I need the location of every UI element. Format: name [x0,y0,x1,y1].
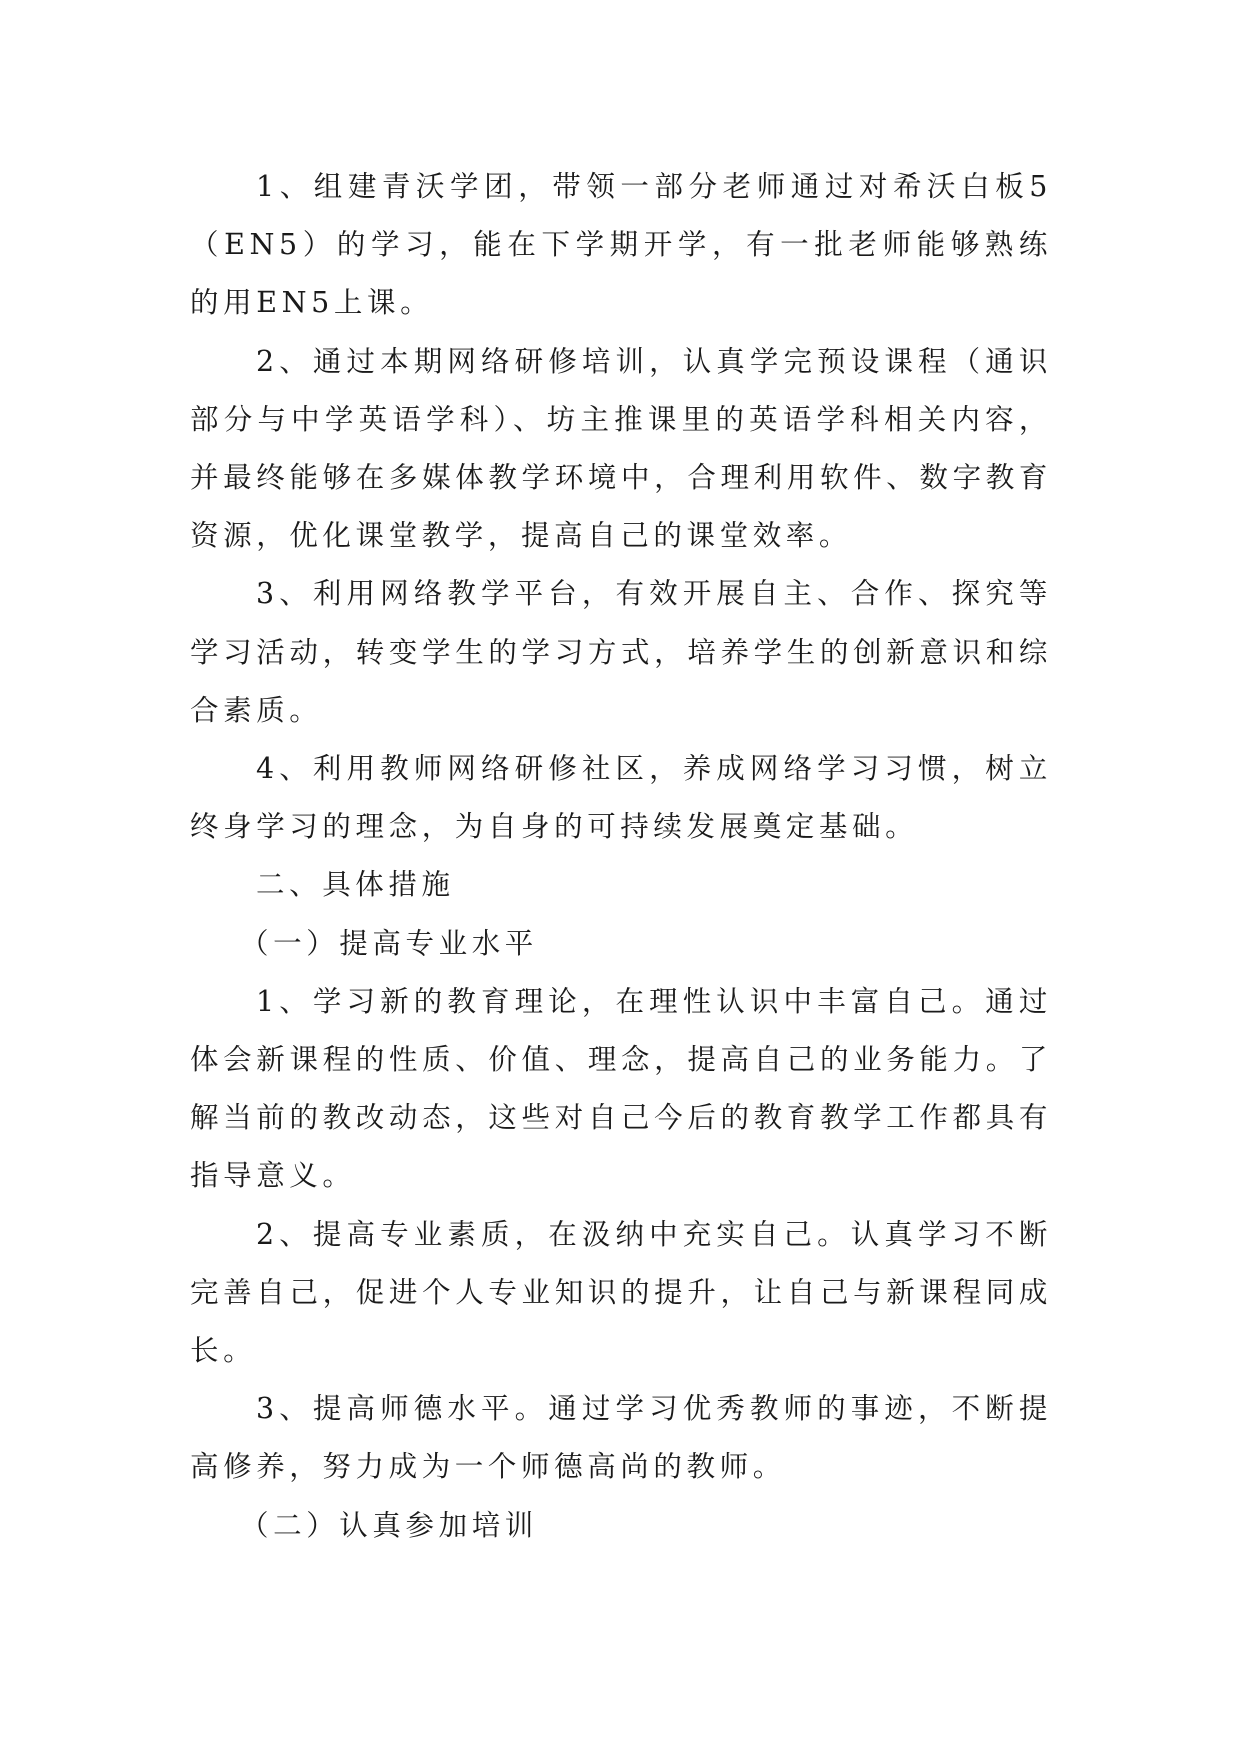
paragraph-measure-2: 2、提高专业素质，在汲纳中充实自己。认真学习不断完善自己，促进个人专业知识的提升，让自己与新课程同成长。 [190,1217,1052,1368]
paragraph-goal-3: 3、利用网络教学平台，有效开展自主、合作、探究等学习活动，转变学生的学习方式，培养学生的创新意识和综合素质。 [190,577,1052,727]
paragraph-goal-2: 2、通过本期网络研修培训，认真学完预设课程（通识部分与中学英语学科）、坊主推课里的英语学科相关内容，并最终能够在多媒体教学环境中，合理利用软件、数字教育资源，优化课堂教学，提高自己的课堂效率。 [190,344,1052,553]
subsection-heading-2: （二）认真参加培训 [240,1508,538,1542]
paragraph-measure-3: 3、提高师德水平。通过学习优秀教师的事迹，不断提高修养，努力成为一个师德高尚的教师。 [190,1392,1052,1484]
paragraph-goal-4: 4、利用教师网络研修社区，养成网络学习习惯，树立终身学习的理念，为自身的可持续发展奠定基础。 [190,752,1052,844]
paragraph-goal-1: 1、组建青沃学团，带领一部分老师通过对希沃白板5（EN5）的学习，能在下学期开学，有一批老师能够熟练的用EN5上课。 [190,170,1052,320]
subsection-heading-1: （一）提高专业水平 [240,926,538,960]
section-heading-measures: 二、具体措施 [256,868,455,902]
paragraph-measure-1: 1、学习新的教育理论，在理性认识中丰富自己。通过体会新课程的性质、价值、理念，提高自己的业务能力。了解当前的教改动态，这些对自己今后的教育教学工作都具有指导意义。 [190,984,1052,1193]
document-body [190,158,1052,1555]
